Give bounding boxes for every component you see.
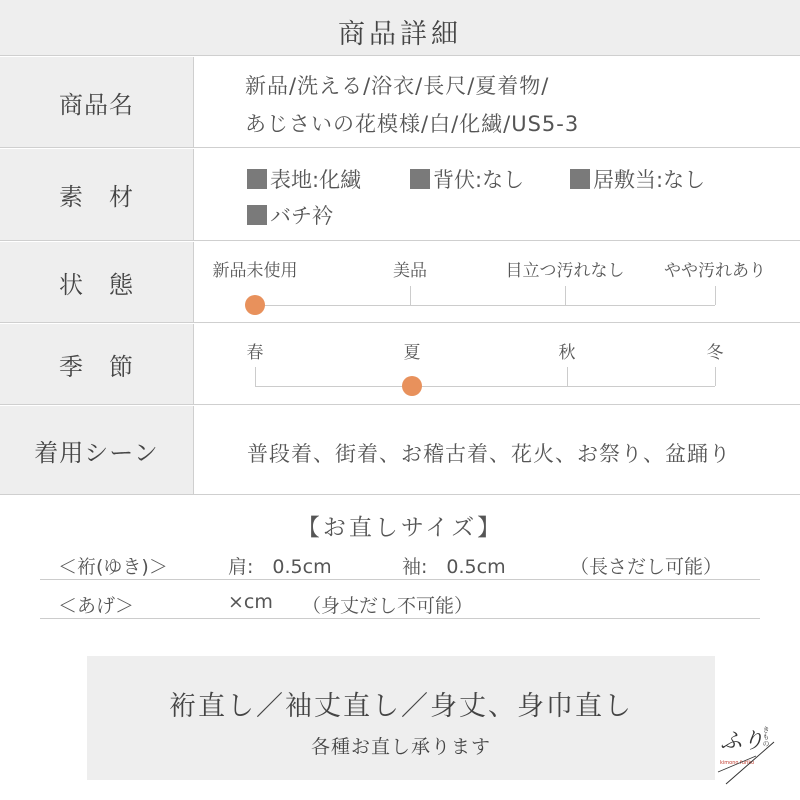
- yuki-shoulder: 肩: 0.5cm: [228, 556, 332, 578]
- row-scene: [0, 406, 800, 495]
- product-name-line2: あじさいの花模様/白/化繊/US5-3: [245, 112, 580, 136]
- material-item-text: バチ衿: [270, 204, 333, 228]
- condition-marker: [245, 295, 265, 315]
- logo-small-text: kimono furiko: [720, 760, 755, 766]
- age-value: ×cm: [228, 591, 273, 613]
- row-material: [0, 149, 800, 241]
- condition-scale-label: 美品: [393, 261, 427, 281]
- material-item-sebuse: [410, 164, 524, 194]
- condition-scale-tick: [410, 286, 411, 305]
- condition-scale-label: 新品未使用: [212, 261, 298, 281]
- season-scale-tick: [567, 367, 568, 386]
- season-scale-tick: [255, 367, 256, 386]
- condition-scale-label: やや汚れあり: [664, 261, 766, 281]
- age-label: ＜あげ＞: [58, 595, 135, 617]
- season-scale-label: 秋: [558, 343, 576, 363]
- title-bar: [0, 0, 800, 56]
- age-note: （身丈だし不可能）: [302, 595, 474, 617]
- page-title: 商品詳細: [338, 19, 462, 50]
- season-scale-label: 冬: [706, 343, 724, 363]
- material-item-text: 背伏:なし: [433, 168, 525, 192]
- condition-scale-line: [255, 305, 715, 306]
- square-bullet-icon: [247, 169, 267, 189]
- material-item-bachieri: [247, 200, 333, 230]
- yuki-label: ＜裄(ゆき)＞: [58, 556, 168, 578]
- scene-content: [195, 406, 800, 494]
- material-label: 素 材: [0, 149, 194, 240]
- season-content: [195, 324, 800, 404]
- condition-label: 状 態: [0, 242, 194, 322]
- brand-logo-svg: [716, 712, 780, 786]
- season-label: 季 節: [0, 324, 194, 404]
- season-scale-label: 春: [246, 343, 264, 363]
- scene-label: 着用シーン: [0, 406, 194, 494]
- alteration-banner: [87, 656, 715, 780]
- square-bullet-icon: [410, 169, 430, 189]
- alteration-title: 【お直しサイズ】: [296, 515, 504, 541]
- row-product-name: [0, 57, 800, 148]
- scene-value: 普段着、街着、お稽古着、花火、お祭り、盆踊り: [247, 442, 731, 466]
- brand-logo-icon: [716, 712, 780, 786]
- square-bullet-icon: [247, 205, 267, 225]
- alteration-row-age: [40, 589, 760, 619]
- banner-subline: 各種お直し承ります: [310, 736, 491, 758]
- season-scale-label: 夏: [403, 343, 421, 363]
- logo-script: ふり: [720, 729, 765, 754]
- row-condition: [0, 242, 800, 323]
- yuki-sleeve: 袖: 0.5cm: [402, 556, 506, 578]
- material-item-ishikiate: [570, 164, 705, 194]
- logo-vertical: きもの: [762, 726, 770, 747]
- condition-content: [195, 242, 800, 322]
- material-item-text: 居敷当:なし: [593, 168, 706, 192]
- square-bullet-icon: [570, 169, 590, 189]
- banner-headline: 裄直し／袖丈直し／身丈、身巾直し: [169, 691, 633, 722]
- product-name-label: 商品名: [0, 57, 194, 147]
- condition-scale-label: 目立つ汚れなし: [505, 261, 625, 281]
- material-content: [195, 149, 800, 240]
- season-scale-line: [255, 386, 715, 387]
- material-item-omote: [247, 164, 361, 194]
- row-season: [0, 324, 800, 405]
- product-name-line1: 新品/洗える/浴衣/長尺/夏着物/: [245, 74, 550, 98]
- condition-scale-tick: [715, 286, 716, 305]
- yuki-note: （長さだし可能）: [570, 556, 723, 578]
- product-name-content: [195, 57, 800, 147]
- season-marker: [402, 376, 422, 396]
- season-scale-tick: [715, 367, 716, 386]
- alteration-row-yuki: [40, 550, 760, 580]
- condition-scale-tick: [565, 286, 566, 305]
- material-item-text: 表地:化繊: [270, 168, 362, 192]
